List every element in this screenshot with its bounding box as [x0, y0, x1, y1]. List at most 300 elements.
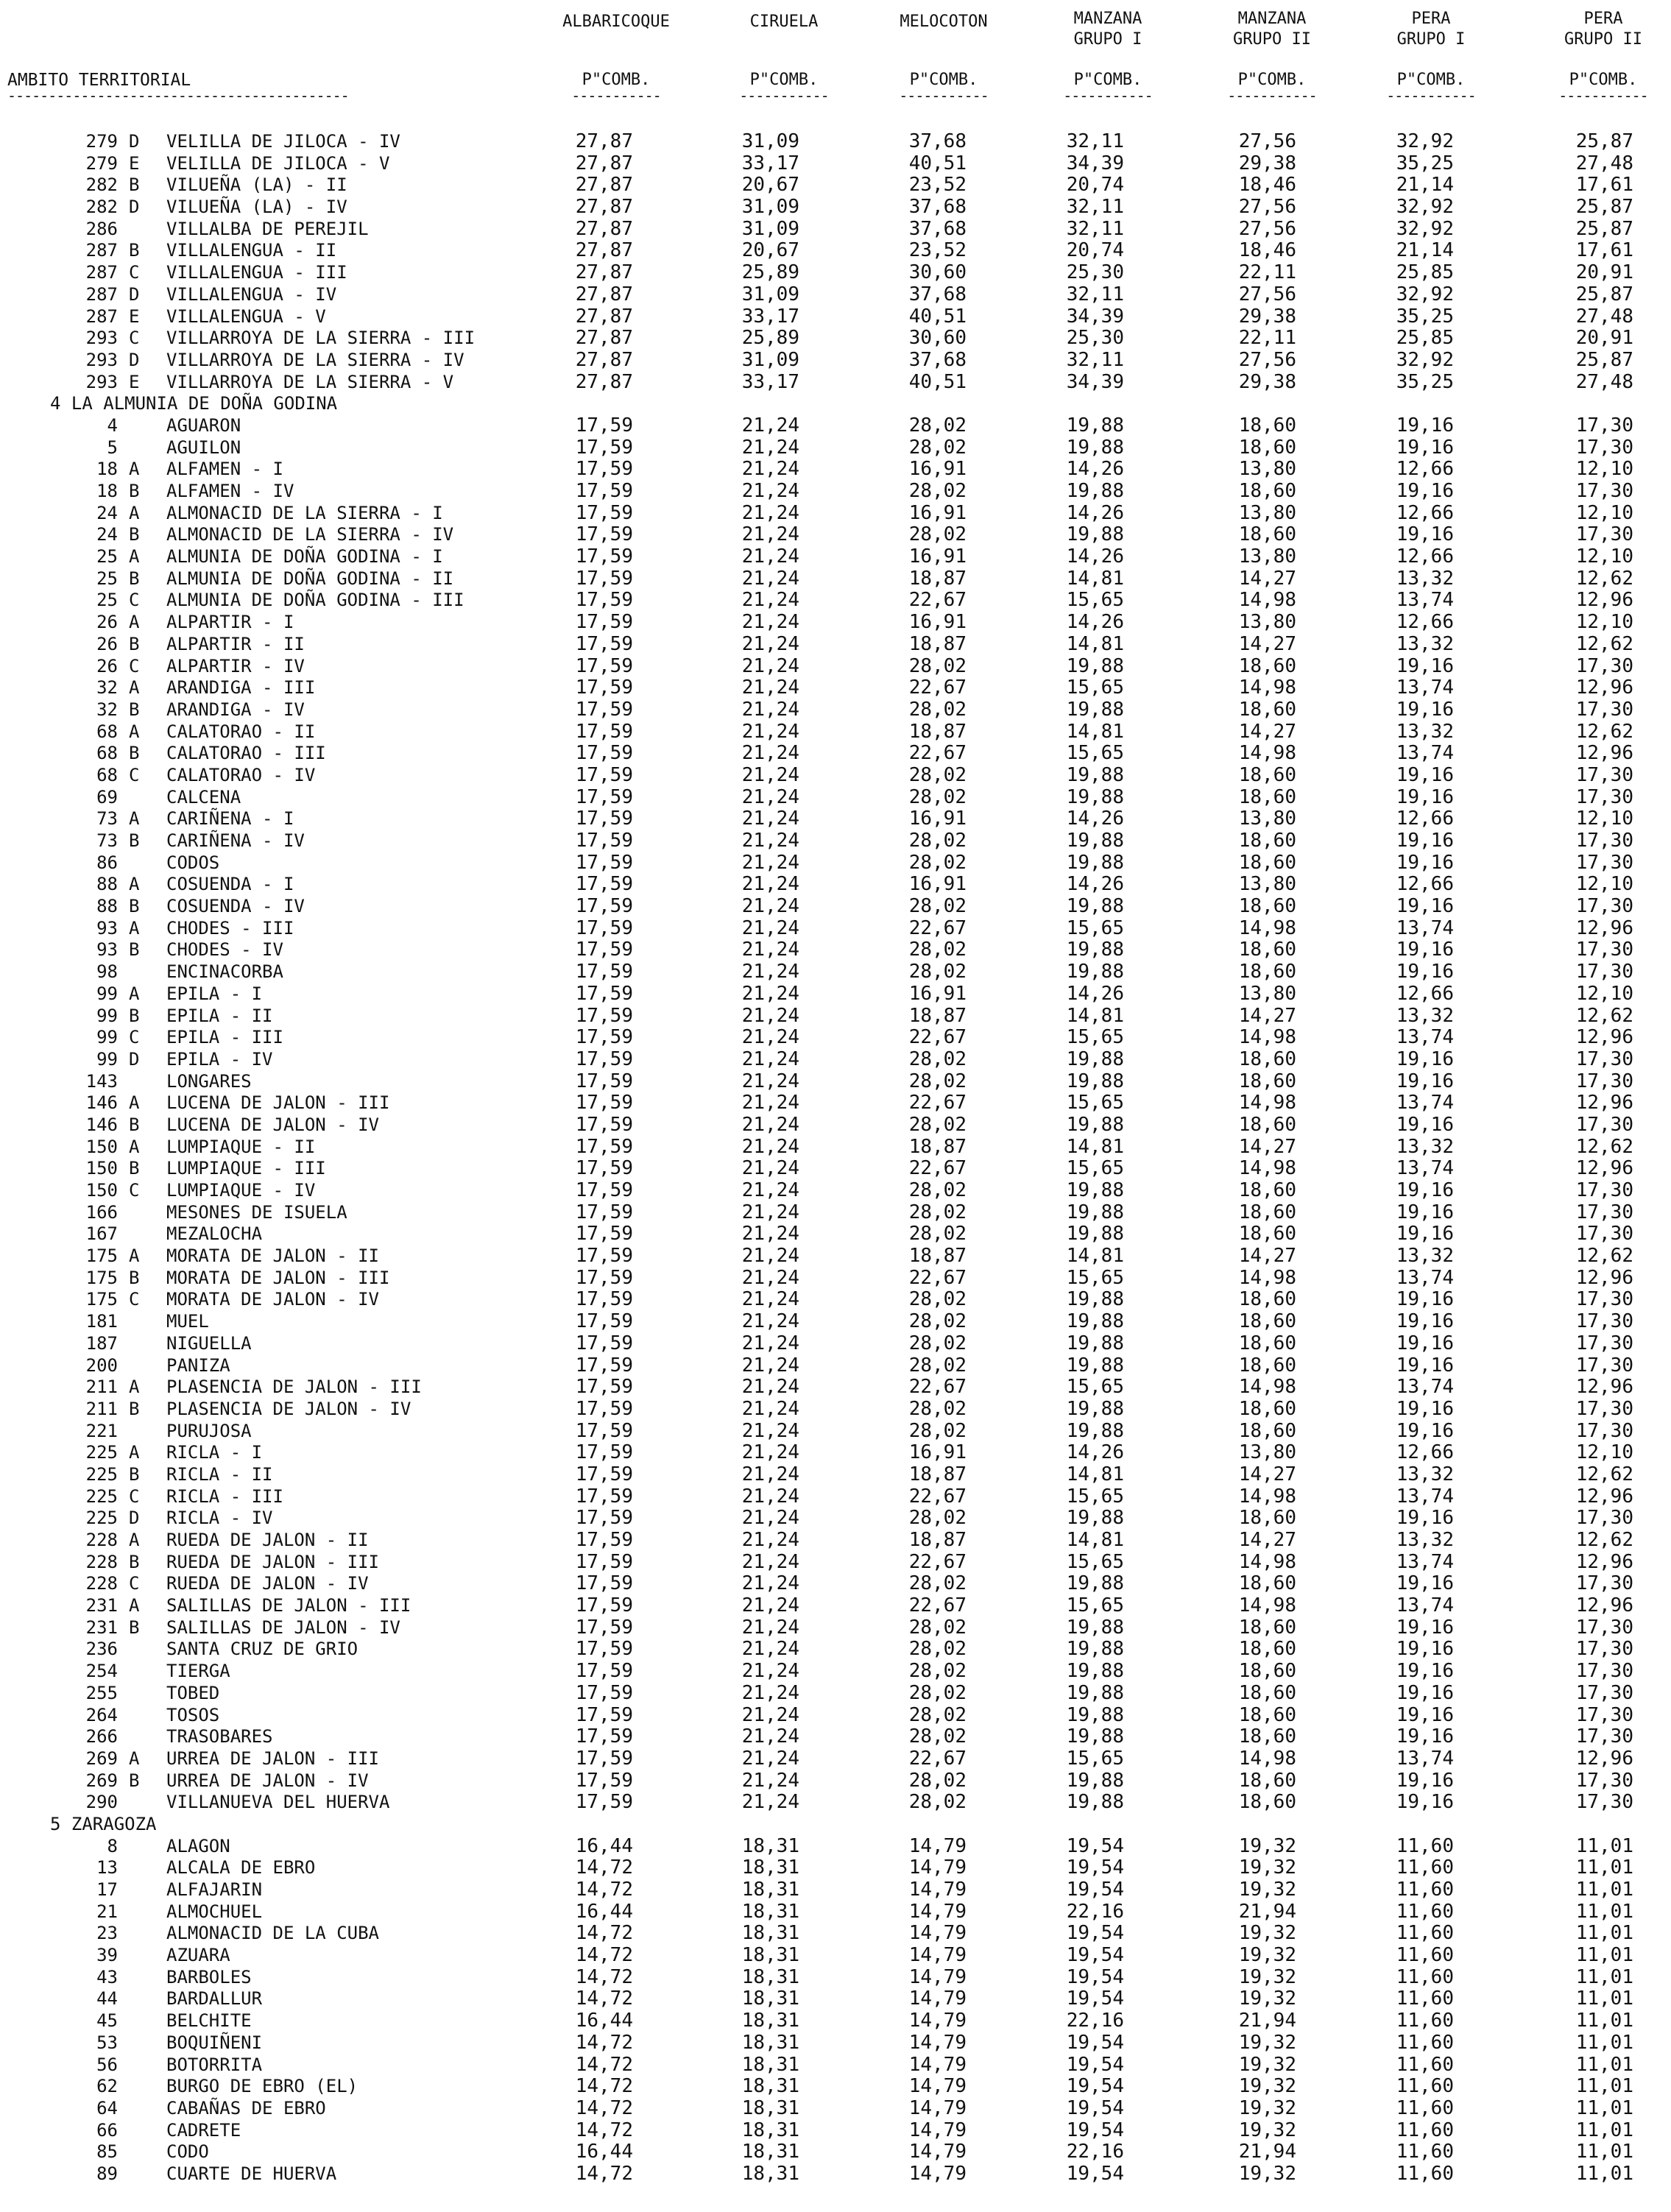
price-cell: 37,68	[908, 196, 967, 219]
code-suffix: C	[129, 1289, 140, 1310]
price-cell: 11,60	[1396, 2119, 1454, 2141]
municipality-name: BURGO DE EBRO (EL)	[166, 2076, 358, 2097]
municipality-code: 187	[85, 1332, 118, 1354]
price-cell: 13,80	[1238, 873, 1296, 896]
code-suffix: B	[129, 896, 140, 917]
municipality-code: 62	[96, 2076, 118, 2097]
price-cell: 15,65	[1066, 1550, 1124, 1573]
price-cell: 19,88	[1066, 1419, 1124, 1442]
price-cell: 19,88	[1066, 1310, 1124, 1333]
price-cell: 27,87	[575, 370, 633, 393]
price-cell: 21,24	[741, 501, 799, 524]
price-cell: 28,02	[908, 654, 967, 677]
price-cell: 17,59	[575, 1529, 633, 1551]
code-suffix: B	[129, 174, 140, 196]
code-suffix: A	[129, 546, 140, 568]
table-row	[0, 1137, 1671, 1159]
municipality-name: RUEDA DE JALON - II	[166, 1530, 369, 1550]
municipality-name: ALCALA DE EBRO	[166, 1857, 316, 1879]
price-cell: 19,88	[1066, 1070, 1124, 1092]
price-cell: 19,88	[1066, 1725, 1124, 1748]
municipality-name: TRASOBARES	[166, 1726, 273, 1748]
price-cell: 17,59	[575, 1463, 633, 1485]
municipality-name: ALMONACID DE LA CUBA	[166, 1923, 379, 1944]
price-cell: 27,87	[575, 174, 633, 197]
table-row	[0, 1530, 1671, 1552]
municipality-name: COSUENDA - IV	[166, 896, 305, 917]
code-suffix: B	[129, 1463, 140, 1485]
price-cell: 28,02	[908, 1397, 967, 1420]
municipality-code: 293	[85, 371, 118, 392]
price-cell: 11,60	[1396, 1987, 1454, 2010]
table-row	[0, 2120, 1671, 2142]
table-row	[0, 1006, 1671, 1028]
price-cell: 18,60	[1238, 698, 1296, 721]
price-cell: 21,24	[741, 939, 799, 961]
price-cell: 19,54	[1066, 1922, 1124, 1945]
price-cell: 21,24	[741, 785, 799, 808]
price-cell: 17,59	[575, 480, 633, 502]
price-cell: 18,60	[1238, 851, 1296, 874]
price-cell: 21,24	[741, 1223, 799, 1245]
price-cell: 18,31	[741, 1856, 799, 1879]
price-cell: 21,24	[741, 1638, 799, 1661]
price-cell: 17,59	[575, 1266, 633, 1289]
municipality-code: 200	[85, 1354, 118, 1376]
price-cell: 18,60	[1238, 1113, 1296, 1136]
municipality-name: EPILA - IV	[166, 1048, 273, 1070]
municipality-code: 279	[85, 152, 118, 174]
code-suffix: C	[129, 764, 140, 785]
code-suffix: A	[129, 1377, 140, 1398]
municipality-code: 44	[96, 1988, 118, 2010]
price-cell: 11,01	[1575, 2096, 1633, 2119]
price-cell: 21,14	[1396, 174, 1454, 197]
price-cell: 17,59	[575, 808, 633, 830]
price-cell: 13,74	[1396, 1376, 1454, 1399]
municipality-name: MUEL	[166, 1311, 209, 1332]
table-row	[0, 983, 1671, 1006]
price-cell: 17,59	[575, 742, 633, 765]
column-header-line: GRUPO I	[1396, 30, 1466, 49]
price-cell: 18,87	[908, 1463, 967, 1485]
price-cell: 32,92	[1396, 196, 1454, 219]
price-cell: 14,27	[1238, 1463, 1296, 1485]
municipality-name: CODO	[166, 2141, 209, 2163]
column-subheader: P"COMB.	[1073, 71, 1142, 89]
price-cell: 28,02	[908, 480, 967, 502]
municipality-code: 279	[85, 131, 118, 152]
municipality-name: LUCENA DE JALON - IV	[166, 1114, 379, 1135]
price-cell: 17,59	[575, 830, 633, 852]
price-cell: 19,32	[1238, 2075, 1296, 2098]
code-suffix: E	[129, 305, 140, 327]
price-cell: 28,02	[908, 1179, 967, 1201]
price-cell: 19,88	[1066, 1397, 1124, 1420]
table-row	[0, 1180, 1671, 1202]
price-cell: 11,01	[1575, 2010, 1633, 2032]
price-cell: 28,02	[908, 1616, 967, 1639]
price-cell: 20,74	[1066, 239, 1124, 262]
price-cell: 16,44	[575, 2141, 633, 2163]
price-cell: 21,24	[741, 1397, 799, 1420]
price-cell: 19,16	[1396, 851, 1454, 874]
table-row	[0, 1945, 1671, 1967]
table-row	[0, 1661, 1671, 1683]
code-suffix: A	[129, 1136, 140, 1157]
municipality-code: 146	[85, 1092, 118, 1114]
price-cell: 28,02	[908, 1660, 967, 1683]
price-cell: 40,51	[908, 152, 967, 174]
price-cell: 12,96	[1575, 1747, 1633, 1770]
municipality-name: SALILLAS DE JALON - III	[166, 1595, 411, 1616]
price-cell: 19,54	[1066, 2119, 1124, 2141]
municipality-name: LONGARES	[166, 1070, 252, 1092]
municipality-code: 73	[96, 808, 118, 830]
price-cell: 18,31	[741, 2031, 799, 2054]
municipality-name: MEZALOCHA	[166, 1223, 263, 1245]
price-cell: 40,51	[908, 370, 967, 393]
price-cell: 19,16	[1396, 1332, 1454, 1354]
price-cell: 21,24	[741, 1747, 799, 1770]
municipality-code: 45	[96, 2010, 118, 2032]
price-cell: 13,74	[1396, 1026, 1454, 1049]
price-cell: 12,62	[1575, 567, 1633, 590]
municipality-code: 211	[85, 1377, 118, 1398]
table-row	[0, 1508, 1671, 1530]
price-cell: 21,94	[1238, 2010, 1296, 2032]
price-cell: 11,01	[1575, 1987, 1633, 2010]
price-cell: 19,88	[1066, 1616, 1124, 1639]
price-cell: 14,98	[1238, 1026, 1296, 1049]
price-cell: 21,24	[741, 1616, 799, 1639]
price-cell: 19,16	[1396, 830, 1454, 852]
municipality-code: 73	[96, 830, 118, 851]
price-cell: 31,09	[741, 283, 799, 305]
section-row	[0, 1814, 1671, 1836]
price-cell: 31,09	[741, 217, 799, 240]
table-row	[0, 1879, 1671, 1901]
municipality-code: 269	[85, 1770, 118, 1791]
code-suffix: B	[129, 240, 140, 261]
municipality-name: PLASENCIA DE JALON - III	[166, 1377, 422, 1398]
price-cell: 18,31	[741, 1834, 799, 1857]
price-cell: 19,88	[1066, 1507, 1124, 1530]
price-cell: 21,24	[741, 1376, 799, 1399]
table-row	[0, 2032, 1671, 2054]
municipality-code: 68	[96, 721, 118, 742]
table-row	[0, 1639, 1671, 1661]
column-header-line: ALBARICOQUE	[562, 13, 670, 31]
price-cell: 12,62	[1575, 1135, 1633, 1158]
price-cell: 12,96	[1575, 1485, 1633, 1508]
price-cell: 33,17	[741, 305, 799, 328]
price-cell: 16,91	[908, 873, 967, 896]
price-cell: 29,38	[1238, 305, 1296, 328]
price-cell: 18,60	[1238, 1681, 1296, 1704]
price-cell: 12,96	[1575, 1376, 1633, 1399]
price-cell: 14,72	[575, 1856, 633, 1879]
municipality-code: 150	[85, 1158, 118, 1179]
table-row	[0, 1683, 1671, 1705]
price-cell: 14,72	[575, 2031, 633, 2054]
price-cell: 18,31	[741, 2075, 799, 2098]
price-cell: 21,24	[741, 1550, 799, 1573]
price-cell: 14,27	[1238, 1135, 1296, 1158]
price-cell: 14,79	[908, 2141, 967, 2163]
price-cell: 17,30	[1575, 1572, 1633, 1595]
price-cell: 12,10	[1575, 545, 1633, 568]
price-cell: 28,02	[908, 1310, 967, 1333]
price-cell: 19,54	[1066, 1856, 1124, 1879]
municipality-code: 225	[85, 1508, 118, 1529]
price-cell: 34,39	[1066, 370, 1124, 393]
table-row	[0, 2010, 1671, 2032]
table-row	[0, 1748, 1671, 1770]
municipality-code: 286	[85, 218, 118, 239]
table-row	[0, 852, 1671, 874]
column-underline: -----------	[1063, 87, 1153, 105]
price-cell: 28,02	[908, 763, 967, 786]
price-cell: 14,27	[1238, 567, 1296, 590]
table-row	[0, 174, 1671, 197]
table-row	[0, 1792, 1671, 1814]
price-cell: 18,87	[908, 1004, 967, 1027]
price-cell: 27,56	[1238, 130, 1296, 152]
price-cell: 27,87	[575, 261, 633, 284]
price-cell: 16,91	[908, 611, 967, 634]
table-row	[0, 765, 1671, 787]
table-row	[0, 1333, 1671, 1355]
municipality-code: 26	[96, 612, 118, 633]
municipality-code: 25	[96, 568, 118, 589]
price-cell: 14,98	[1238, 1266, 1296, 1289]
price-cell: 14,81	[1066, 1463, 1124, 1485]
price-cell: 33,17	[741, 370, 799, 393]
price-cell: 14,26	[1066, 1441, 1124, 1464]
price-cell: 15,65	[1066, 1026, 1124, 1049]
price-cell: 13,74	[1396, 1594, 1454, 1617]
table-row	[0, 1967, 1671, 1989]
price-cell: 21,24	[741, 458, 799, 481]
municipality-code: 99	[96, 983, 118, 1004]
table-row	[0, 1552, 1671, 1574]
price-cell: 32,92	[1396, 348, 1454, 371]
code-suffix: C	[129, 590, 140, 611]
price-cell: 17,59	[575, 939, 633, 961]
price-cell: 32,11	[1066, 130, 1124, 152]
price-cell: 25,89	[741, 261, 799, 284]
price-cell: 14,79	[908, 2031, 967, 2054]
price-cell: 20,91	[1575, 327, 1633, 350]
price-cell: 19,16	[1396, 1725, 1454, 1748]
price-cell: 21,24	[741, 567, 799, 590]
column-subheader: P"COMB.	[582, 71, 651, 89]
price-cell: 19,88	[1066, 1179, 1124, 1201]
price-cell: 17,30	[1575, 654, 1633, 677]
municipality-code: 26	[96, 633, 118, 654]
price-cell: 32,11	[1066, 196, 1124, 219]
price-cell: 11,01	[1575, 2031, 1633, 2054]
price-cell: 19,88	[1066, 1769, 1124, 1792]
price-cell: 18,46	[1238, 174, 1296, 197]
price-cell: 18,60	[1238, 785, 1296, 808]
code-suffix: B	[129, 568, 140, 589]
price-cell: 14,98	[1238, 1747, 1296, 1770]
price-cell: 28,02	[908, 1703, 967, 1726]
price-cell: 17,59	[575, 1026, 633, 1049]
table-row	[0, 1836, 1671, 1858]
price-cell: 13,74	[1396, 742, 1454, 765]
price-cell: 11,01	[1575, 1900, 1633, 1923]
column-underline: -----------	[739, 87, 829, 105]
price-cell: 11,01	[1575, 2075, 1633, 2098]
code-suffix: C	[129, 1027, 140, 1048]
price-cell: 21,24	[741, 1463, 799, 1485]
municipality-name: LUMPIAQUE - IV	[166, 1180, 316, 1201]
price-cell: 21,24	[741, 1441, 799, 1464]
price-cell: 25,89	[741, 327, 799, 350]
municipality-code: 93	[96, 917, 118, 939]
price-cell: 17,30	[1575, 895, 1633, 918]
municipality-name: ALPARTIR - II	[166, 633, 305, 654]
municipality-code: 21	[96, 1901, 118, 1922]
code-suffix: A	[129, 1530, 140, 1550]
municipality-name: URREA DE JALON - III	[166, 1748, 379, 1769]
price-cell: 27,87	[575, 239, 633, 262]
price-cell: 19,88	[1066, 939, 1124, 961]
price-cell: 12,96	[1575, 1550, 1633, 1573]
price-cell: 12,66	[1396, 982, 1454, 1005]
price-cell: 15,65	[1066, 1266, 1124, 1289]
price-cell: 28,02	[908, 895, 967, 918]
table-row	[0, 677, 1671, 699]
table-row	[0, 524, 1671, 546]
price-cell: 14,72	[575, 2162, 633, 2185]
price-cell: 11,01	[1575, 2119, 1633, 2141]
price-cell: 17,59	[575, 654, 633, 677]
price-cell: 25,87	[1575, 348, 1633, 371]
table-row	[0, 481, 1671, 503]
price-cell: 14,98	[1238, 916, 1296, 939]
price-cell: 11,60	[1396, 2141, 1454, 2163]
price-cell: 25,30	[1066, 261, 1124, 284]
municipality-name: CALATORAO - II	[166, 721, 316, 742]
table-row	[0, 1092, 1671, 1114]
price-cell: 18,87	[908, 567, 967, 590]
table-row	[0, 306, 1671, 328]
table-row	[0, 1399, 1671, 1421]
column-header	[1530, 9, 1671, 50]
municipality-code: 293	[85, 349, 118, 370]
municipality-name: LUMPIAQUE - III	[166, 1158, 326, 1179]
price-cell: 28,02	[908, 1507, 967, 1530]
municipality-code: 150	[85, 1180, 118, 1201]
price-cell: 19,88	[1066, 1703, 1124, 1726]
price-cell: 17,59	[575, 501, 633, 524]
municipality-name: SANTA CRUZ DE GRIO	[166, 1639, 358, 1660]
price-cell: 12,62	[1575, 632, 1633, 655]
price-cell: 17,59	[575, 1485, 633, 1508]
column-subheader: P"COMB.	[1237, 71, 1307, 89]
price-cell: 17,30	[1575, 1638, 1633, 1661]
price-cell: 21,24	[741, 1485, 799, 1508]
price-cell: 11,01	[1575, 1944, 1633, 1967]
price-cell: 13,32	[1396, 567, 1454, 590]
price-cell: 17,30	[1575, 1310, 1633, 1333]
municipality-name: TIERGA	[166, 1661, 230, 1682]
municipality-name: EPILA - II	[166, 1005, 273, 1026]
price-cell: 14,98	[1238, 742, 1296, 765]
municipality-name: COSUENDA - I	[166, 874, 294, 895]
column-underline: -----------	[899, 87, 989, 105]
price-cell: 18,87	[908, 1529, 967, 1551]
price-cell: 35,25	[1396, 152, 1454, 174]
price-cell: 17,30	[1575, 1769, 1633, 1792]
municipality-name: ALFAMEN - I	[166, 459, 283, 480]
price-cell: 19,54	[1066, 1879, 1124, 1901]
price-cell: 11,01	[1575, 1856, 1633, 1879]
municipality-code: 4	[107, 414, 118, 436]
price-cell: 13,32	[1396, 1004, 1454, 1027]
municipality-name: RICLA - I	[166, 1442, 263, 1463]
price-cell: 22,67	[908, 1594, 967, 1617]
price-cell: 22,16	[1066, 2141, 1124, 2163]
code-suffix: B	[129, 1551, 140, 1572]
price-cell: 16,44	[575, 1900, 633, 1923]
table-body	[0, 131, 1671, 2186]
price-cell: 17,61	[1575, 174, 1633, 197]
price-cell: 19,88	[1066, 414, 1124, 437]
price-cell: 11,60	[1396, 1900, 1454, 1923]
price-cell: 17,59	[575, 523, 633, 546]
code-suffix: A	[129, 983, 140, 1004]
price-cell: 34,39	[1066, 305, 1124, 328]
table-row	[0, 262, 1671, 284]
section-title: 4 LA ALMUNIA DE DOÑA GODINA	[50, 393, 338, 414]
price-cell: 18,60	[1238, 830, 1296, 852]
municipality-code: 146	[85, 1114, 118, 1135]
price-cell: 12,66	[1396, 1441, 1454, 1464]
municipality-code: 24	[96, 524, 118, 545]
price-cell: 32,11	[1066, 283, 1124, 305]
municipality-name: VILLARROYA DE LA SIERRA - V	[166, 371, 454, 392]
municipality-code: 211	[85, 1398, 118, 1419]
price-cell: 21,94	[1238, 1900, 1296, 1923]
price-cell: 16,91	[908, 458, 967, 481]
price-cell: 12,96	[1575, 589, 1633, 612]
price-cell: 19,54	[1066, 2031, 1124, 2054]
price-cell: 13,80	[1238, 611, 1296, 634]
price-cell: 20,67	[741, 174, 799, 197]
price-cell: 16,44	[575, 1834, 633, 1857]
municipality-name: PURUJOSA	[166, 1420, 252, 1441]
municipality-code: 167	[85, 1223, 118, 1245]
table-row	[0, 437, 1671, 459]
price-cell: 28,02	[908, 830, 967, 852]
municipality-code: 264	[85, 1704, 118, 1725]
municipality-name: CALCENA	[166, 786, 241, 808]
code-suffix: C	[129, 262, 140, 283]
price-cell: 18,87	[908, 1135, 967, 1158]
table-row	[0, 415, 1671, 437]
code-suffix: B	[129, 1005, 140, 1026]
price-cell: 28,02	[908, 1113, 967, 1136]
price-cell: 14,26	[1066, 501, 1124, 524]
price-cell: 17,30	[1575, 414, 1633, 437]
price-cell: 17,30	[1575, 523, 1633, 546]
code-suffix: C	[129, 1180, 140, 1201]
